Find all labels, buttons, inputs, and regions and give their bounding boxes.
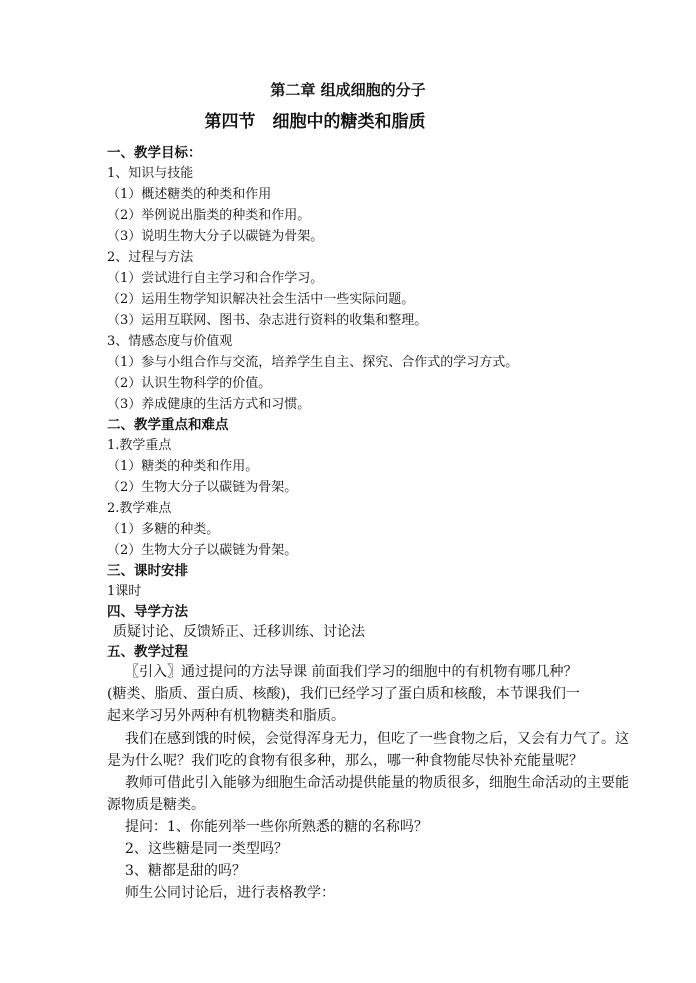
goal-group-title: 1、知识与技能 xyxy=(107,166,194,181)
key-item: （2）生物大分子以碳链为骨架。 xyxy=(107,543,298,558)
process-line: 师生公同讨论后，进行表格教学： xyxy=(125,885,335,901)
process-line: 源物质是糖类。 xyxy=(107,797,205,813)
goal-item: （1）参与小组合作与交流，培养学生自主、探究、合作式的学习方式。 xyxy=(107,355,519,370)
goal-group-title: 2、过程与方法 xyxy=(107,250,194,265)
chapter-title: 第二章 组成细胞的分子 xyxy=(270,81,426,99)
process-line: 是为什么呢？我们吃的食物有很多种，那么，哪一种食物能尽快补充能量呢？ xyxy=(107,753,583,769)
goal-item: （3）养成健康的生活方式和习惯。 xyxy=(107,397,311,412)
schedule-text: 1课时 xyxy=(107,584,142,599)
goal-item: （1）概述糖类的种类和作用 xyxy=(107,187,272,202)
heading-key-points: 二、教学重点和难点 xyxy=(107,417,229,433)
goal-item: （2）举例说出脂类的种类和作用。 xyxy=(107,208,311,223)
process-line: 起来学习另外两种有机物糖类和脂质。 xyxy=(107,708,345,724)
goal-item: （3）说明生物大分子以碳链为骨架。 xyxy=(107,229,324,244)
heading-process: 五、教学过程 xyxy=(107,644,188,660)
section-title: 第四节 细胞中的糖类和脂质 xyxy=(204,112,426,132)
heading-schedule: 三、课时安排 xyxy=(107,563,188,579)
methods-text: 质疑讨论、反馈矫正、迁移训练、讨论法 xyxy=(113,624,365,640)
goal-item: （2）认识生物科学的价值。 xyxy=(107,376,272,391)
goal-item: （1）尝试进行自主学习和合作学习。 xyxy=(107,271,324,286)
process-line: 我们在感到饿的时候，会觉得浑身无力，但吃了一些食物之后，又会有力气了。这 xyxy=(125,731,629,747)
goal-item: （3）运用互联网、图书、杂志进行资料的收集和整理。 xyxy=(107,313,428,328)
heading-methods: 四、导学方法 xyxy=(107,604,188,620)
key-group-title: 1.教学重点 xyxy=(107,438,172,453)
process-line: 3、糖都是甜的吗？ xyxy=(125,863,246,879)
key-group-title: 2.教学难点 xyxy=(107,501,172,516)
heading-teaching-goals: 一、教学目标： xyxy=(107,145,202,161)
process-line: 教师可借此引入能够为细胞生命活动提供能量的物质很多，细胞生命活动的主要能 xyxy=(125,775,629,791)
key-item: （2）生物大分子以碳链为骨架。 xyxy=(107,480,298,495)
process-line: 〖引入〗通过提问的方法导课 前面我们学习的细胞中的有机物有哪几种？ xyxy=(125,664,578,680)
key-item: （1）糖类的种类和作用。 xyxy=(107,459,259,474)
goal-item: （2）运用生物学知识解决社会生活中一些实际问题。 xyxy=(107,292,415,307)
process-line: (糖类、脂质、蛋白质、核酸)，我们已经学习了蛋白质和核酸，本节课我们一 xyxy=(107,686,580,702)
process-line: 提问：1、你能列举一些你所熟悉的糖的名称吗？ xyxy=(125,819,428,835)
goal-group-title: 3、情感态度与价值观 xyxy=(107,334,233,349)
process-line: 2、这些糖是同一类型吗？ xyxy=(125,841,288,857)
key-item: （1）多糖的种类。 xyxy=(107,522,220,537)
